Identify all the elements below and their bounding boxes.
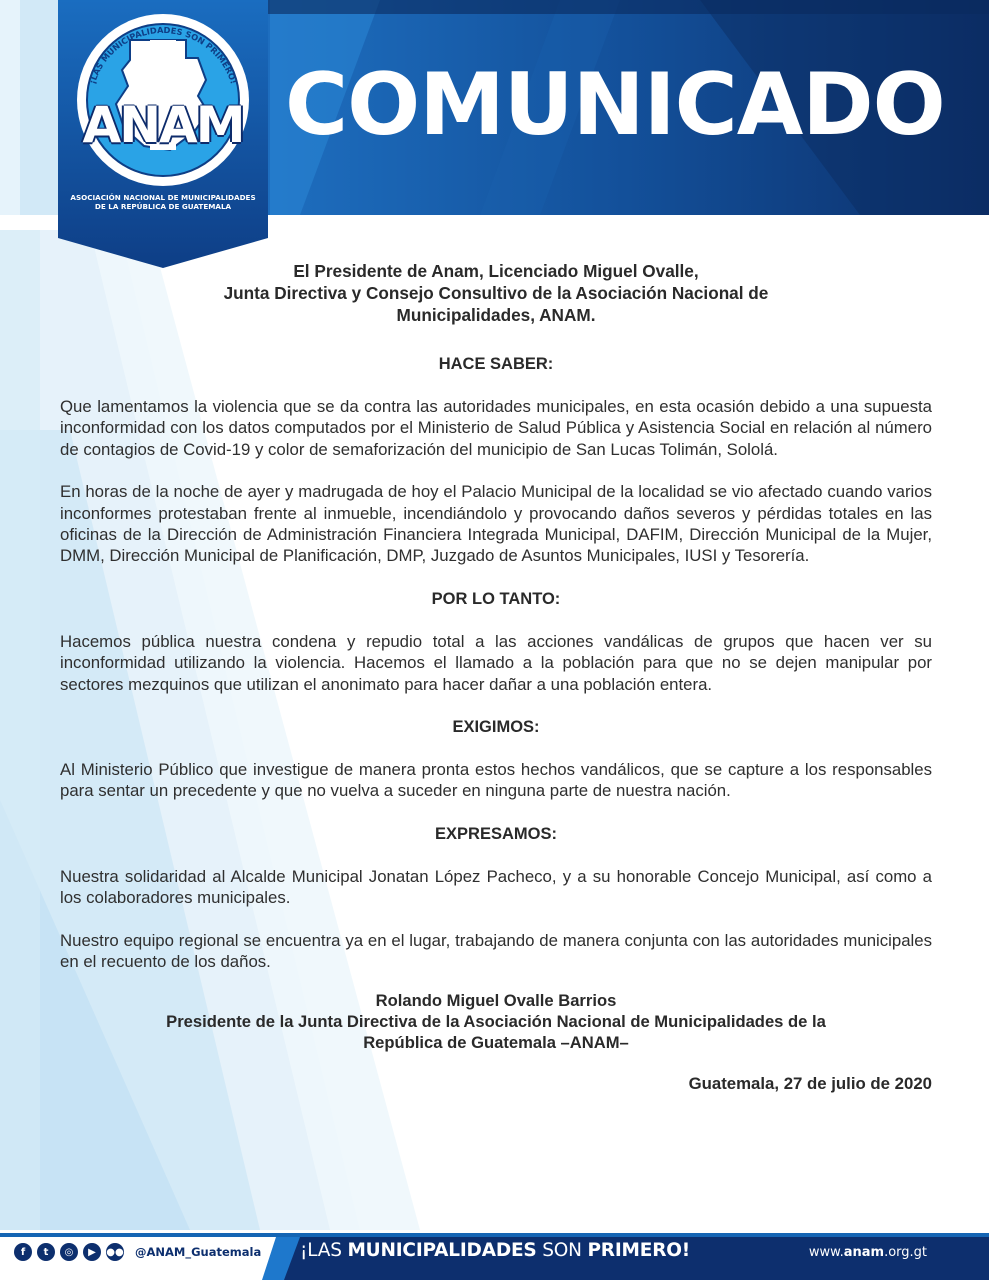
section-title-hace-saber: HACE SABER: [438, 355, 554, 373]
signature-name: Rolando Miguel Ovalle Barrios [375, 990, 617, 1010]
svg-text:¡LAS MUNICIPALIDADES SON PRIME [87, 25, 239, 85]
signature-role: Presidente de la Junta Directiva de la Asociación Nacional de Municipalidades de la [166, 1011, 826, 1031]
slogan-part: PRIMERO! [587, 1240, 690, 1261]
logo-acronym: ANAM [82, 96, 244, 154]
facebook-icon[interactable]: f [14, 1243, 32, 1261]
social-handle[interactable]: @ANAM_Guatemala [135, 1245, 262, 1259]
page-title: COMUNICADO [285, 55, 945, 155]
slogan-part: MUNICIPALIDADES [347, 1240, 537, 1261]
social-links [14, 1243, 261, 1261]
logo-full-name-line2: DE LA REPÚBLICA DE GUATEMALA [94, 202, 232, 211]
site-part: anam [843, 1245, 885, 1260]
website-link[interactable] [809, 1245, 927, 1260]
intro-line: Junta Directiva y Consejo Consultivo de la Asociación Nacional de [223, 283, 769, 303]
paragraph: Al Ministerio Público que investigue de manera pronta estos hechos vandálicos, que se capture a los responsables para sentar un precedente y que no vuelva a suceder en ninguna parte de nuestra nación. [60, 760, 932, 801]
intro-heading [60, 260, 932, 326]
footer-slogan [300, 1240, 690, 1261]
signature-block [60, 990, 932, 1054]
communique-body [60, 260, 932, 1094]
section-title-exigimos: EXIGIMOS: [452, 718, 540, 737]
intro-line: El Presidente de Anam, Licenciado Miguel Ovalle, [293, 261, 699, 281]
paragraph: Que lamentamos la violencia que se da contra las autoridades municipales, en esta ocasión debido a una supuesta inconformidad con los datos computados por el Ministerio de Salud Pública y Asistencia Social en relación al número de contagios de Covid-19 y color de semaforización del municipio de San Lucas Tolimán, Sololá. [60, 397, 932, 459]
instagram-icon[interactable]: ◎ [60, 1243, 78, 1261]
intro-line: Municipalidades, ANAM. [396, 305, 596, 325]
logo-full-name [64, 193, 262, 211]
paragraph: En horas de la noche de ayer y madrugada de hoy el Palacio Municipal de la localidad se vio afectado cuando varios inconformes protestaban frente al inmueble, incendiándolo y provocando daños severos y pérdidas totales en las oficinas de la Dirección de Administración Financiera Integrada Municipal, DAFIM, Dirección Municipal de la Mujer, DMM, Dirección Municipal de Planificación, DMP, Juzgado de Asuntos Municipales, IUSI y Tesorería. [60, 482, 932, 566]
paragraph: Hacemos pública nuestra condena y repudio total a las acciones vandálicas de grupos que hacen ver su inconformidad utilizando la violencia. Hacemos el llamado a la población para que no se dejen manipular por sectores mezquinos que utilizan el anonimato para hacer dañar a una población entera. [60, 631, 932, 694]
signature-role: República de Guatemala –ANAM– [363, 1033, 629, 1053]
section-title-expresamos: EXPRESAMOS: [435, 824, 557, 843]
site-part: .org.gt [884, 1245, 927, 1260]
footer-bar [0, 1233, 989, 1280]
youtube-icon[interactable]: ▶ [83, 1243, 101, 1261]
logo-full-name-line1: ASOCIACIÓN NACIONAL DE MUNICIPALIDADES [70, 193, 256, 202]
slogan-part: ¡LAS [300, 1240, 348, 1261]
logo-slogan: ¡LAS MUNICIPALIDADES SON PRIMERO! [87, 24, 239, 86]
section-title-por-lo-tanto: POR LO TANTO: [431, 589, 561, 608]
anam-logo [58, 0, 268, 268]
slogan-part: SON [536, 1240, 588, 1261]
place-date: Guatemala, 27 de julio de 2020 [688, 1073, 932, 1093]
flickr-icon[interactable]: ●● [106, 1243, 124, 1261]
logo-slogan-arc [58, 0, 268, 200]
twitter-icon[interactable]: t [37, 1243, 55, 1261]
site-part: www. [808, 1245, 844, 1260]
paragraph: Nuestra solidaridad al Alcalde Municipal Jonatan López Pacheco, y a su honorable Concejo Municipal, así como a los colaboradores municipales. [60, 866, 932, 908]
paragraph: Nuestro equipo regional se encuentra ya en el lugar, trabajando de manera conjunta con las autoridades municipales en el recuento de los daños. [60, 930, 932, 972]
